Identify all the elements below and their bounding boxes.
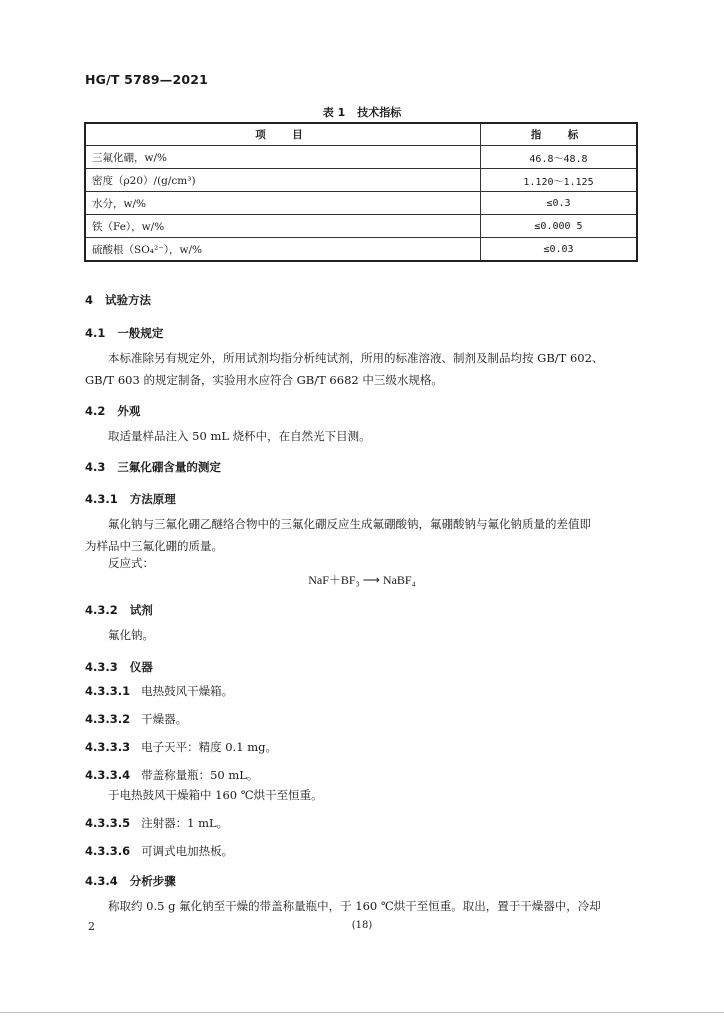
table-caption-number: 表 1 (322, 106, 346, 119)
section-number: 4 (85, 293, 94, 307)
section-title: 外观 (117, 404, 141, 418)
table-cell-value: ≤0.03 (481, 238, 638, 262)
section-number: 4.1 (85, 326, 106, 340)
original-page-number: (18) (351, 920, 373, 931)
section-title: 分析步骤 (129, 874, 176, 888)
table-cell-value: 46.8～48.8 (481, 146, 638, 169)
section-heading-4 (85, 292, 151, 308)
page-number: 2 (88, 920, 95, 933)
table-cell-item: 硫酸根（SO₄²⁻），w/% (85, 238, 481, 262)
paragraph: 氟化钠。 (108, 628, 154, 642)
item-number: 4.3.3.1 (85, 684, 131, 698)
paragraph: 本标准除另有规定外，所用试剂均指分析纯试剂，所用的标准溶液、制剂及制品均按 GB/T 602、 (108, 351, 604, 365)
table-cell-item: 三氟化硼，w/% (85, 146, 481, 169)
item-number: 4.3.3.6 (85, 844, 131, 858)
section-heading-4-2 (85, 403, 140, 419)
item-text: 干燥器。 (141, 712, 188, 726)
table-header-row (85, 123, 637, 146)
item-text: 带盖称量瓶：50 mL。 (141, 768, 259, 782)
item-number: 4.3.3.2 (85, 712, 131, 726)
page-bottom-rule (0, 1012, 724, 1013)
item-text: 电子天平：精度 0.1 mg。 (141, 740, 277, 754)
section-heading-4-3-3 (85, 659, 153, 675)
section-heading-4-3-4 (85, 873, 176, 889)
section-number: 4.3.2 (85, 603, 118, 617)
list-item (85, 708, 187, 730)
table-cell-item: 水分，w/% (85, 192, 481, 215)
item-text: 注射器：1 mL。 (141, 816, 229, 830)
section-title: 一般规定 (117, 326, 164, 340)
paragraph: 于电热鼓风干燥箱中 160 ℃烘干至恒重。 (108, 788, 323, 802)
list-item (85, 680, 233, 702)
section-number: 4.3.3 (85, 660, 118, 674)
column-header-value: 指 标 (481, 123, 638, 146)
section-title: 试验方法 (105, 293, 152, 307)
section-heading-4-1 (85, 325, 163, 341)
table-caption (0, 104, 724, 120)
section-number: 4.3.4 (85, 874, 118, 888)
section-heading-4-3-1 (85, 491, 176, 507)
section-number: 4.3 (85, 460, 106, 474)
table-cell-value: 1.120～1.125 (481, 169, 638, 192)
item-number: 4.3.3.4 (85, 768, 131, 782)
spec-table (84, 122, 638, 262)
section-title: 试剂 (129, 603, 153, 617)
table-row (85, 169, 637, 192)
reaction-formula: NaF＋BF₃ ⟶ NaBF₄ (308, 573, 416, 587)
table-row (85, 215, 637, 238)
section-heading-4-3 (85, 459, 221, 475)
section-title: 方法原理 (129, 492, 176, 506)
section-number: 4.2 (85, 404, 106, 418)
section-title: 仪器 (129, 660, 153, 674)
list-item (85, 764, 258, 786)
standard-code: HG/T 5789—2021 (85, 72, 209, 87)
table-cell-item: 铁（Fe），w/% (85, 215, 481, 238)
column-header-item: 项 目 (85, 123, 481, 146)
table-caption-title: 技术指标 (357, 106, 402, 119)
item-text: 可调式电加热板。 (141, 844, 234, 858)
section-heading-4-3-2 (85, 602, 153, 618)
paragraph: 为样品中三氟化硼的质量。 (85, 539, 223, 553)
list-item (85, 736, 277, 758)
item-number: 4.3.3.3 (85, 740, 131, 754)
list-item (85, 840, 233, 862)
section-title: 三氟化硼含量的测定 (117, 460, 221, 474)
table-row (85, 146, 637, 169)
table-row (85, 238, 637, 262)
list-item (85, 812, 228, 834)
table-row (85, 192, 637, 215)
item-number: 4.3.3.5 (85, 816, 131, 830)
table-cell-value: ≤0.000 5 (481, 215, 638, 238)
item-text: 电热鼓风干燥箱。 (141, 684, 234, 698)
table-cell-item: 密度（ρ20）/(g/cm³) (85, 169, 481, 192)
paragraph: GB/T 603 的规定制备，实验用水应符合 GB/T 6682 中三级水规格。 (85, 373, 443, 387)
paragraph: 反应式： (108, 556, 154, 570)
paragraph: 氟化钠与三氟化硼乙醚络合物中的三氟化硼反应生成氟硼酸钠，氟硼酸钠与氟化钠质量的差值即 (108, 517, 591, 531)
paragraph: 称取约 0.5 g 氟化钠至干燥的带盖称量瓶中，于 160 ℃烘干至恒重。取出，置于干燥器中，冷却 (108, 899, 601, 913)
section-number: 4.3.1 (85, 492, 118, 506)
paragraph: 取适量样品注入 50 mL 烧杯中，在自然光下目测。 (108, 429, 371, 443)
table-cell-value: ≤0.3 (481, 192, 638, 215)
